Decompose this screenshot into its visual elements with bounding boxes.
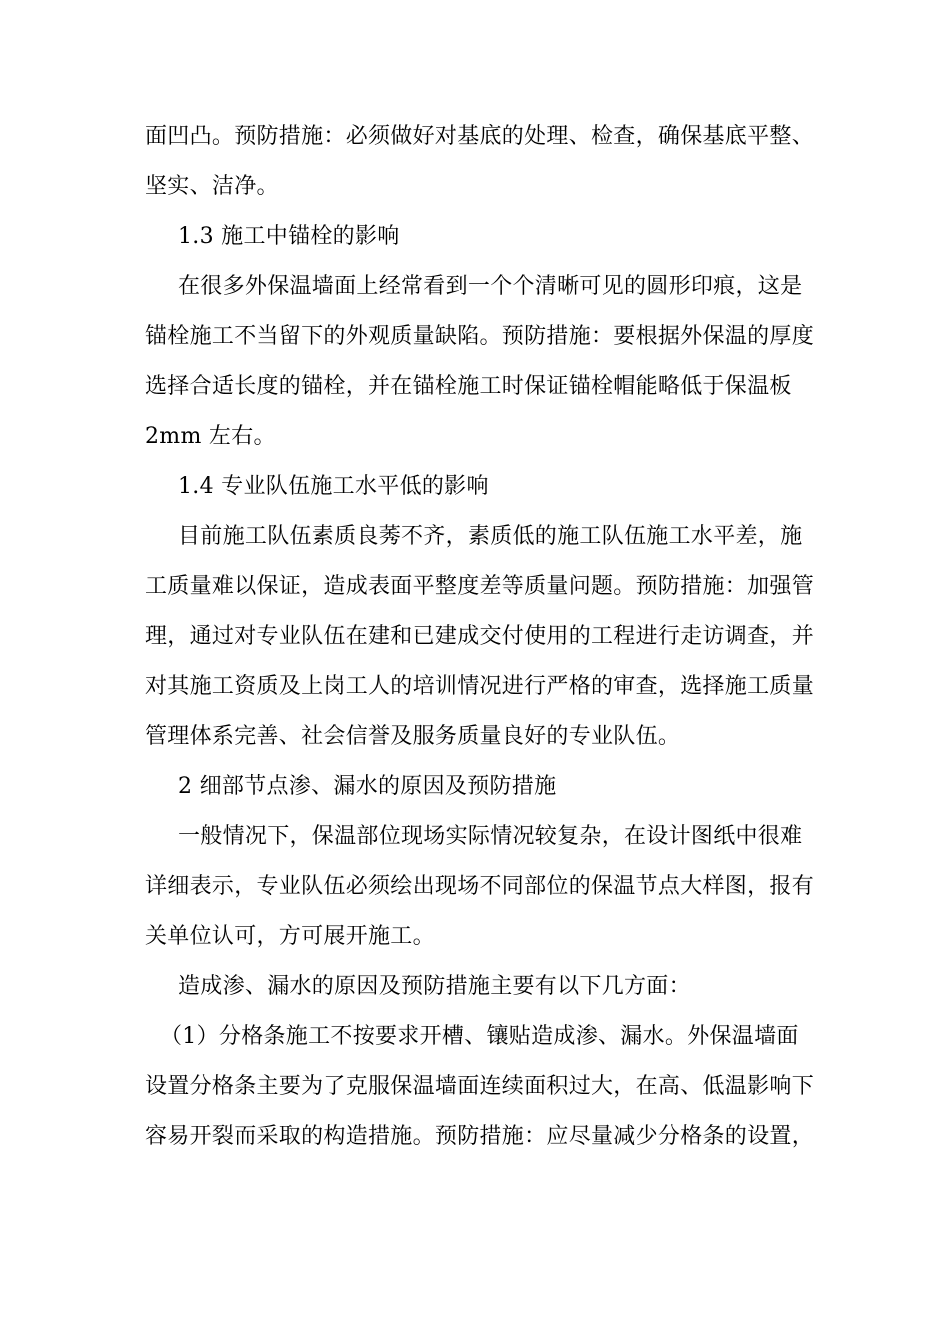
text-line: 锚栓施工不当留下的外观质量缺陷。预防措施：要根据外保温的厚度 xyxy=(145,324,815,349)
text-line: 目前施工队伍素质良莠不齐，素质低的施工队伍施工水平差，施 xyxy=(178,524,803,549)
text-line: 详细表示，专业队伍必须绘出现场不同部位的保温节点大样图，报有 xyxy=(145,874,815,899)
text-line: 设置分格条主要为了克服保温墙面连续面积过大，在高、低温影响下 xyxy=(145,1074,815,1099)
text-line: 一般情况下，保温部位现场实际情况较复杂，在设计图纸中很难 xyxy=(178,824,803,849)
list-item-1: （1）分格条施工不按要求开槽、镶贴造成渗、漏水。外保温墙面 xyxy=(160,1024,799,1049)
text-line: 面凹凸。预防措施：必须做好对基底的处理、检查，确保基底平整、 xyxy=(145,124,815,149)
text-line: 对其施工资质及上岗工人的培训情况进行严格的审查，选择施工质量 xyxy=(145,674,815,699)
text-line: 造成渗、漏水的原因及预防措施主要有以下几方面： xyxy=(178,974,691,999)
section-heading-1-3: 1.3 施工中锚栓的影响 xyxy=(178,224,400,249)
text-line: 管理体系完善、社会信誉及服务质量良好的专业队伍。 xyxy=(145,724,681,749)
section-heading-1-4: 1.4 专业队伍施工水平低的影响 xyxy=(178,474,489,499)
text-line: 在很多外保温墙面上经常看到一个个清晰可见的圆形印痕，这是 xyxy=(178,274,803,299)
text-line: 关单位认可，方可展开施工。 xyxy=(145,924,435,949)
text-line: 选择合适长度的锚栓，并在锚栓施工时保证锚栓帽能略低于保温板 xyxy=(145,374,792,399)
text-line: 2mm 左右。 xyxy=(145,424,276,449)
text-line: 容易开裂而采取的构造措施。预防措施：应尽量减少分格条的设置， xyxy=(145,1124,815,1149)
text-line: 工质量难以保证，造成表面平整度差等质量问题。预防措施：加强管 xyxy=(145,574,815,599)
text-line: 理，通过对专业队伍在建和已建成交付使用的工程进行走访调查，并 xyxy=(145,624,815,649)
text-line: 坚实、洁净。 xyxy=(145,174,279,199)
section-heading-2: 2 细部节点渗、漏水的原因及预防措施 xyxy=(178,774,557,799)
